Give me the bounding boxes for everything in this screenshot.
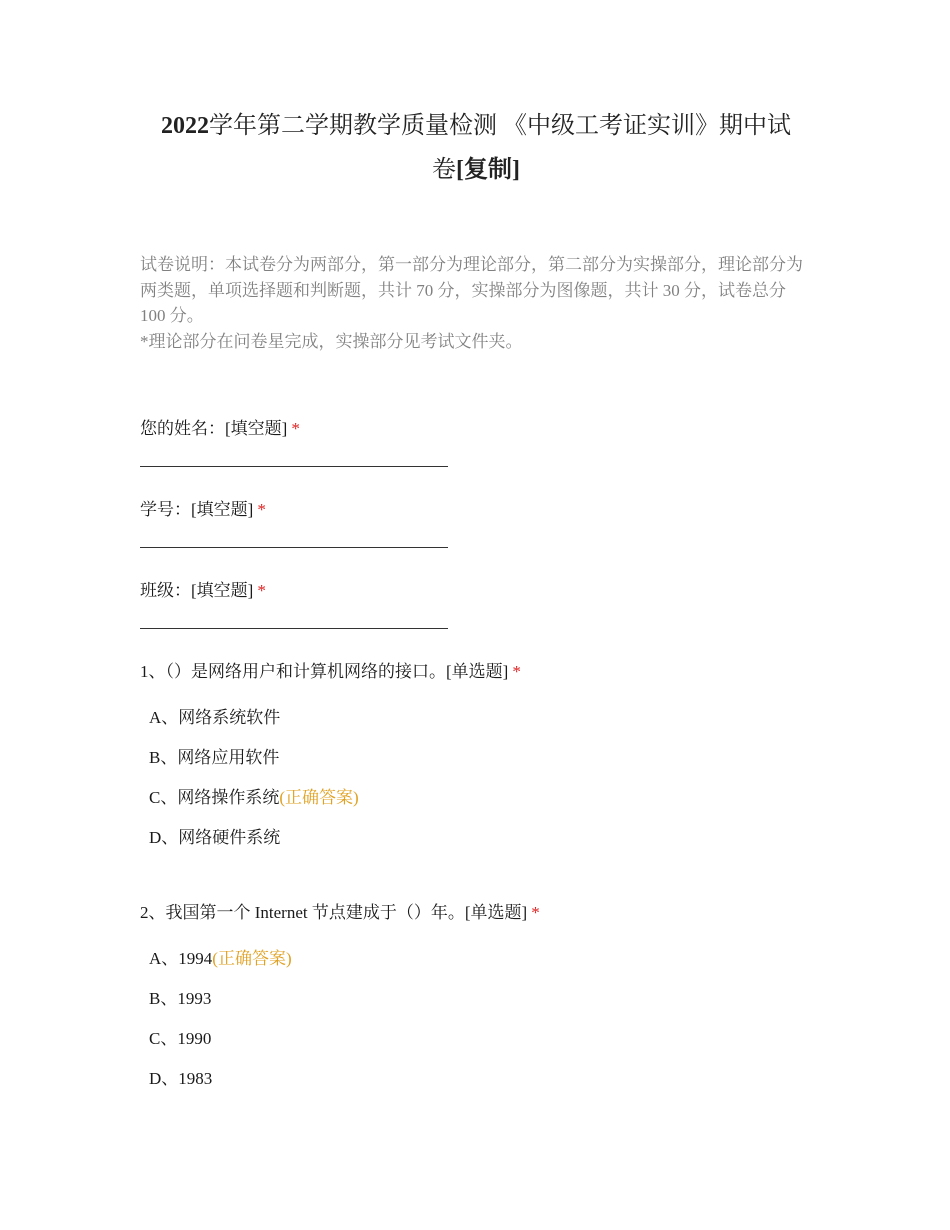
question-1-option-d[interactable] bbox=[149, 826, 812, 866]
field-student-id bbox=[140, 498, 812, 548]
option-text: B、1993 bbox=[149, 989, 212, 1008]
description-note: *理论部分在问卷星完成，实操部分见考试文件夹。 bbox=[140, 331, 523, 351]
correct-answer-tag: (正确答案) bbox=[212, 949, 292, 968]
title-line-1 bbox=[140, 104, 812, 148]
question-prompt: 2、我国第一个 Internet 节点建成于（）年。 bbox=[140, 903, 465, 922]
field-name bbox=[140, 417, 812, 467]
option-text: C、1990 bbox=[149, 1029, 212, 1048]
question-1-option-a[interactable] bbox=[149, 706, 812, 746]
question-1 bbox=[140, 660, 812, 866]
required-mark: * bbox=[512, 662, 521, 681]
required-mark: * bbox=[257, 581, 266, 600]
required-mark: * bbox=[531, 903, 540, 922]
field-name-label bbox=[140, 417, 812, 441]
exam-description bbox=[140, 252, 812, 354]
field-type: [填空题] bbox=[225, 419, 288, 438]
required-mark: * bbox=[257, 500, 266, 519]
option-text: C、网络操作系统 bbox=[149, 788, 280, 807]
option-text: B、网络应用软件 bbox=[149, 748, 280, 767]
field-label: 班级： bbox=[140, 581, 191, 600]
option-text: A、1994 bbox=[149, 949, 213, 968]
option-text: D、1983 bbox=[149, 1069, 213, 1088]
question-type: [单选题] bbox=[464, 903, 528, 922]
question-2-option-b[interactable] bbox=[149, 987, 812, 1027]
field-class bbox=[140, 579, 812, 629]
required-mark: * bbox=[291, 419, 300, 438]
title-copy-tag: [复制] bbox=[456, 157, 520, 183]
question-2 bbox=[140, 901, 812, 1107]
title-year: 2022 bbox=[161, 113, 209, 139]
question-1-option-b[interactable] bbox=[149, 746, 812, 786]
field-type: [填空题] bbox=[191, 581, 254, 600]
field-student-id-label bbox=[140, 498, 812, 522]
correct-answer-tag: (正确答案) bbox=[279, 788, 359, 807]
question-prompt: 1、（）是网络用户和计算机网络的接口。 bbox=[140, 662, 446, 681]
title-line-2 bbox=[140, 148, 812, 192]
question-2-option-d[interactable] bbox=[149, 1067, 812, 1107]
field-label: 您的姓名： bbox=[140, 419, 225, 438]
question-2-prompt bbox=[140, 901, 812, 925]
question-1-prompt bbox=[140, 660, 812, 684]
question-2-option-a[interactable] bbox=[149, 947, 812, 987]
exam-title bbox=[140, 104, 812, 192]
title-text-2: 卷 bbox=[432, 157, 456, 183]
field-class-label bbox=[140, 579, 812, 603]
class-input-line[interactable] bbox=[140, 628, 448, 629]
option-text: D、网络硬件系统 bbox=[149, 828, 281, 847]
name-input-line[interactable] bbox=[140, 466, 448, 467]
question-1-option-c[interactable] bbox=[149, 786, 812, 826]
option-text: A、网络系统软件 bbox=[149, 708, 281, 727]
description-text: 试卷说明：本试卷分为两部分，第一部分为理论部分，第二部分为实操部分，理论部分为两类题，单项选择题和判断题，共计 70 分，实操部分为图像题，共计 30 分，试卷总分 100 分。 bbox=[140, 255, 803, 325]
student-id-input-line[interactable] bbox=[140, 547, 448, 548]
field-label: 学号： bbox=[140, 500, 191, 519]
question-2-option-c[interactable] bbox=[149, 1027, 812, 1067]
question-type: [单选题] bbox=[446, 662, 509, 681]
title-text-1: 学年第二学期教学质量检测 《中级工考证实训》期中试 bbox=[209, 113, 791, 139]
field-type: [填空题] bbox=[191, 500, 254, 519]
